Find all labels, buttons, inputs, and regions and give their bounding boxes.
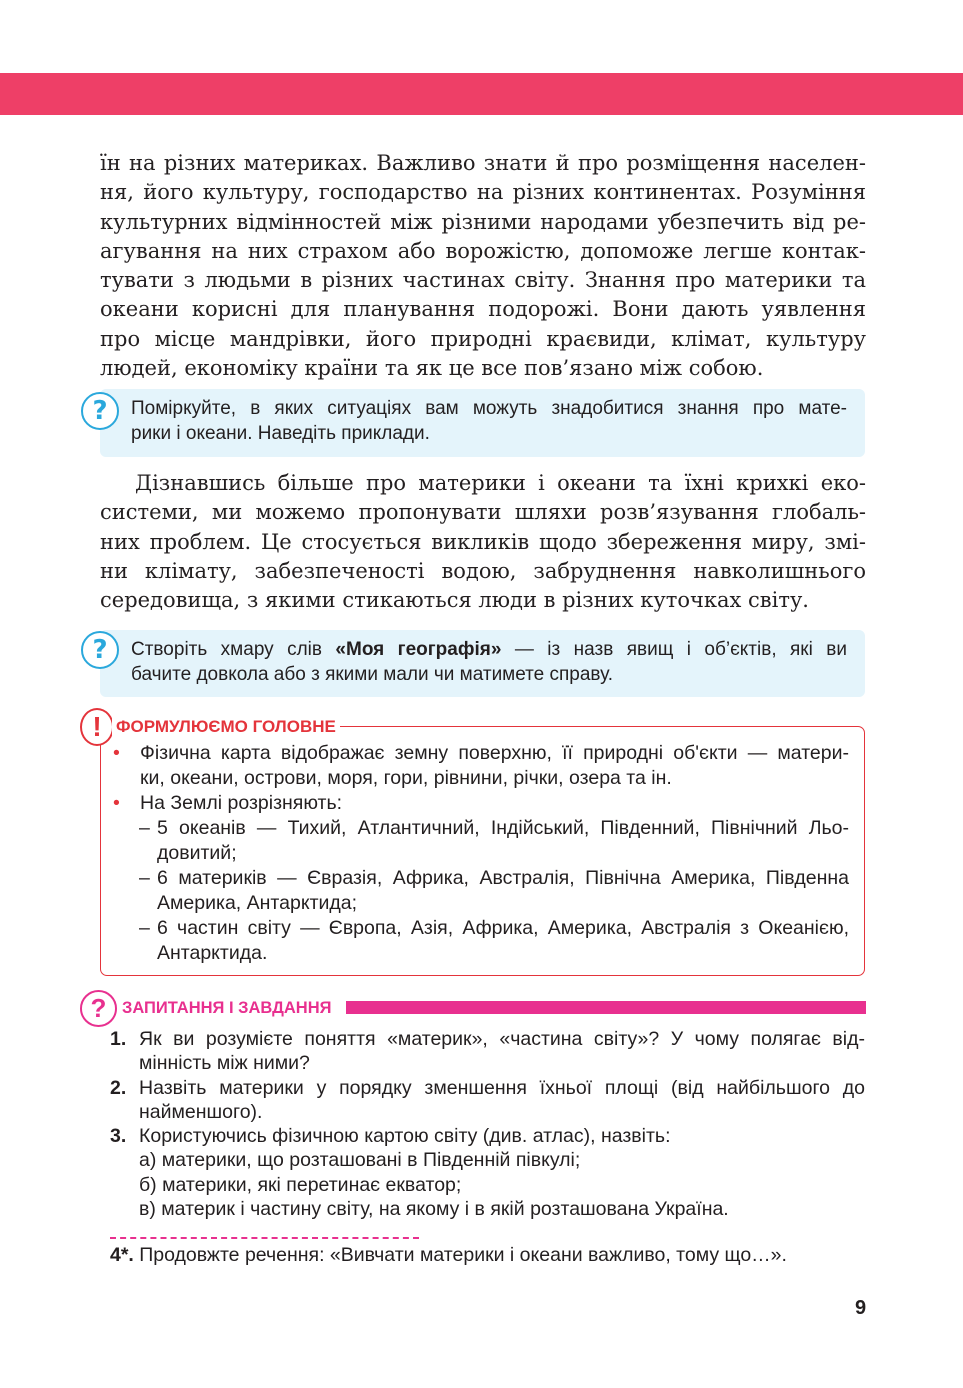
question-line: Поміркуйте, в яких ситуаціях вам можуть знадобитися знання про мате- — [131, 398, 847, 419]
text-line: агування на них страхом або ворожістю, допоможе легше контак- — [100, 238, 866, 263]
task-number: 2. — [110, 1076, 127, 1099]
bullet-icon: • — [113, 792, 120, 814]
text-line: них проблем. Це стосується викликів щодо збереження миру, змі- — [100, 529, 866, 554]
divider — [110, 1237, 419, 1239]
task-number: 1. — [110, 1028, 127, 1050]
summary-title: ФОРМУЛЮЄМО ГОЛОВНЕ — [116, 717, 336, 736]
dash-icon: – — [139, 817, 150, 839]
question-mark-icon: ? — [80, 990, 117, 1027]
question-mark-icon: ? — [81, 631, 119, 669]
dash-icon: – — [139, 917, 150, 939]
tasks-list — [110, 1027, 865, 1221]
text-line: системи, ми можемо пропонувати шляхи розв’язування глобаль- — [100, 500, 866, 525]
text-line: Дізнавшись більше про материки і океани та їхні крихкі еко- — [135, 471, 866, 495]
question-box-1 — [100, 389, 865, 457]
intro-paragraph — [100, 149, 866, 383]
word-cloud-title: «Моя географія» — [335, 639, 502, 660]
text-line: людей, економіку країни та як це все пов’язано між собою. — [100, 356, 764, 381]
task-number: 4*. — [110, 1244, 134, 1266]
question-line: рики і океани. Наведіть приклади. — [131, 422, 430, 444]
task-item: 3. Користуючись фізичною картою світу (див. атлас), назвіть: — [110, 1125, 671, 1148]
tasks-title: ЗАПИТАННЯ І ЗАВДАННЯ — [122, 999, 332, 1017]
task-subitem: б) материки, які перетинає екватор; — [139, 1173, 462, 1196]
task-subitem: в) материк і частину світу, на якому і в якій розташована Україна. — [139, 1198, 729, 1221]
question-line: Створіть хмару слів «Моя географія» — із назв явищ і об’єктів, які ви — [131, 639, 847, 660]
exclamation-icon: ! — [80, 708, 114, 746]
list-item: – 5 океанів — Тихий, Атлантичний, Індійський, Південний, Північний Льо- довитий; — [139, 817, 849, 864]
list-item: – 6 частин світу — Європа, Азія, Африка, Америка, Австралія з Океанією, Антарктида. — [139, 917, 849, 964]
question-line: бачите довкола або з якими мали чи матимете справу. — [131, 663, 613, 685]
task-number: 3. — [110, 1125, 127, 1148]
bullet-icon: • — [113, 742, 120, 764]
text-line: океани корисні для планування подорожі. Вони дають уявлення — [100, 297, 866, 322]
summary-content — [113, 741, 849, 966]
task-item: 2. Назвіть материки у порядку зменшення їхньої площі (від найбільшого до найменшого). — [110, 1076, 865, 1123]
dash-icon: – — [139, 867, 150, 889]
header-bar — [346, 1001, 866, 1014]
text-line: культурних відмінностей між різними народами убезпечить від ре- — [100, 209, 866, 234]
text-line: середовища, з якими стикаються люди в різних куточках світу. — [100, 588, 809, 613]
tasks-header — [80, 990, 866, 1026]
paragraph-2 — [100, 469, 866, 615]
question-box-2 — [100, 630, 865, 697]
list-item: – 6 материків — Євразія, Африка, Австралія, Північна Америка, Південна Америка, Антарктида; — [139, 867, 849, 914]
page-number: 9 — [855, 1297, 867, 1319]
list-item: • Фізична карта відображає земну поверхню, її природні об'єкти — матери- ки, океани, острови, моря, гори, рівнини, річки, озера та ін. — [113, 742, 849, 789]
header-band — [0, 73, 963, 115]
list-item: • На Землі розрізняють: — [113, 792, 343, 814]
task-subitem: а) материки, що розташовані в Південній півкулі; — [139, 1149, 581, 1172]
text-line: їн на різних материках. Важливо знати й про розміщення населен- — [100, 151, 866, 175]
text-line: тувати з людьми в різних частинах світу. Знання про материки та — [100, 268, 866, 293]
text-line: ня, його культуру, господарство на різних континентах. Розуміння — [100, 180, 866, 205]
text-line: про місце мандрівки, його природні краєвиди, клімат, культуру — [100, 326, 866, 351]
question-mark-icon: ? — [81, 392, 119, 430]
text-line: ни клімату, забезпеченості водою, забруднення навколишнього — [100, 558, 866, 583]
task-item: 4*. Продовжте речення: «Вивчати материки і океани важливо, тому що…». — [110, 1244, 787, 1266]
task-item: 1. Як ви розумієте поняття «материк», «частина світу»? У чому полягає від- мінність між ними? — [110, 1028, 865, 1075]
